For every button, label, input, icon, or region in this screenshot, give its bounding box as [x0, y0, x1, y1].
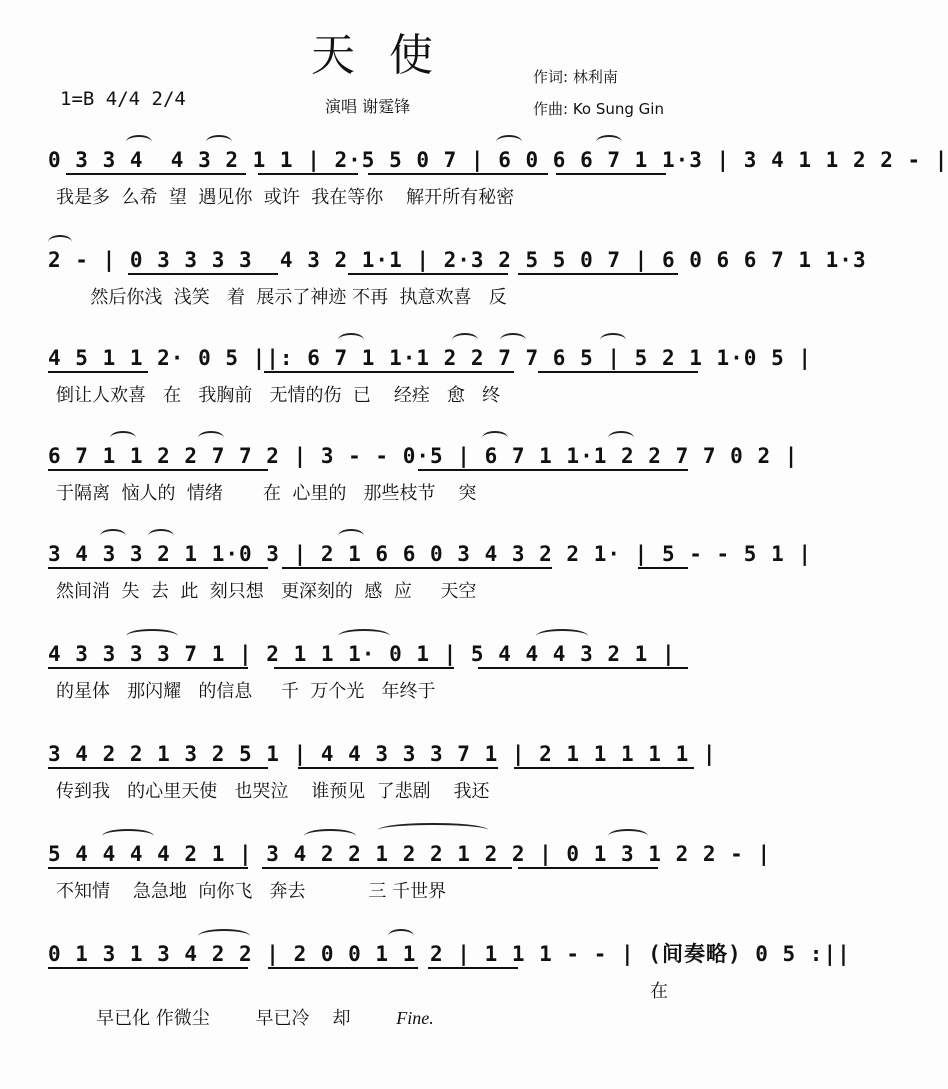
beat-underline: [518, 273, 678, 275]
slur-mark: [126, 629, 178, 643]
lyric-line: [56, 979, 668, 1058]
slur-mark: [500, 333, 526, 347]
notation-line: 4 5 1 1 2· 0 5 ||: 6 7 1 1·1 2 2 7 7 6 5 | 5 2 1 1·0 5 |: [48, 346, 813, 370]
slur-mark: [198, 929, 250, 943]
notation-line: 3 4 2 2 1 3 2 5 1 | 4 4 3 3 3 7 1 | 2 1 1 1 1 1 |: [48, 742, 717, 766]
beat-underline: [264, 371, 514, 373]
beat-underline: [638, 567, 688, 569]
composer-credit: 作曲: Ko Sung Gin: [533, 100, 664, 118]
slur-mark: [148, 529, 174, 543]
slur-mark: [536, 629, 588, 643]
beat-underline: [66, 173, 246, 175]
beat-underline: [48, 469, 268, 471]
key-signature: 1=B 4/4 2/4: [60, 88, 186, 110]
beat-underline: [128, 273, 278, 275]
fine-marking: Fine.: [396, 1008, 434, 1028]
beat-underline: [274, 667, 454, 669]
slur-mark: [600, 333, 626, 347]
beat-underline: [258, 173, 358, 175]
beat-underline: [262, 867, 512, 869]
lyric-text: 早已化 作微尘 早已冷 却: [90, 1008, 397, 1029]
slur-mark: [48, 235, 72, 249]
slur-mark: [378, 823, 488, 837]
slur-mark: [338, 529, 364, 543]
slur-mark: [608, 829, 648, 843]
beat-underline: [418, 469, 688, 471]
beat-underline: [518, 867, 658, 869]
slur-mark: [596, 135, 622, 149]
lyric-line: 于隔离 恼人的 情绪 在 心里的 那些枝节 突: [56, 483, 477, 504]
notation-line: 4 3 3 3 3 7 1 | 2 1 1 1· 0 1 | 5 4 4 4 3 2 1 |: [48, 642, 676, 666]
slur-mark: [304, 829, 356, 843]
singer-credit: 演唱 谢霆锋: [325, 97, 411, 116]
beat-underline: [428, 967, 518, 969]
slur-mark: [110, 431, 136, 445]
slur-mark: [338, 629, 390, 643]
slur-mark: [338, 333, 364, 347]
beat-underline: [556, 173, 666, 175]
notation-line: 0 1 3 1 3 4 2 2 | 2 0 0 1 1 2 | 1 1 1 - - | (间奏略) 0 5 :||: [48, 942, 851, 966]
pickup-lyric: 在: [650, 981, 668, 1002]
lyric-line: 倒让人欢喜 在 我胸前 无情的伤 已 经痊 愈 终: [56, 385, 501, 406]
lyric-line: 然间消 失 去 此 刻只想 更深刻的 感 应 天空: [56, 581, 477, 602]
slur-mark: [482, 431, 508, 445]
slur-mark: [452, 333, 478, 347]
beat-underline: [478, 667, 688, 669]
slur-mark: [100, 529, 126, 543]
lyricist-credit: 作词: 林利南: [533, 68, 618, 86]
notation-line: 3 4 3 3 2 1 1·0 3 | 2 1 6 6 0 3 4 3 2 2 1· | 5 - - 5 1 |: [48, 542, 813, 566]
slur-mark: [608, 431, 634, 445]
slur-mark: [198, 431, 224, 445]
beat-underline: [48, 867, 248, 869]
beat-underline: [48, 567, 268, 569]
notation-line: 6 7 1 1 2 2 7 7 2 | 3 - - 0·5 | 6 7 1 1·1 2 2 7 7 0 2 |: [48, 444, 799, 468]
slur-mark: [206, 135, 232, 149]
notation-line: 2 - | 0 3 3 3 3 4 3 2 1·1 | 2·3 2 5 5 0 7 | 6 0 6 6 7 1 1·3: [48, 248, 867, 272]
lyric-line: 的星体 那闪耀 的信息 千 万个光 年终于: [56, 681, 436, 702]
lyric-line: 我是多 么希 望 遇见你 或许 我在等你 解开所有秘密: [56, 187, 515, 208]
slur-mark: [126, 135, 152, 149]
beat-underline: [282, 567, 552, 569]
beat-underline: [298, 767, 498, 769]
beat-underline: [268, 967, 418, 969]
beat-underline: [538, 371, 698, 373]
lyric-line: 然后你浅 浅笑 着 展示了神迹 不再 执意欢喜 反: [56, 287, 507, 308]
lyric-line: 传到我 的心里天使 也哭泣 谁预见 了悲剧 我还: [56, 781, 490, 802]
beat-underline: [48, 967, 248, 969]
beat-underline: [514, 767, 694, 769]
notation-line: 0 3 3 4 4 3 2 1 1 | 2·5 5 0 7 | 6 0 6 6 7 1 1·3 | 3 4 1 1 2 2 - |: [48, 148, 948, 172]
slur-mark: [102, 829, 154, 843]
lyric-line: 不知情 急急地 向你飞 奔去 三 千世界: [56, 881, 447, 902]
song-title: 天 使: [311, 30, 443, 81]
slur-mark: [496, 135, 522, 149]
beat-underline: [48, 371, 148, 373]
beat-underline: [48, 767, 268, 769]
beat-underline: [368, 173, 548, 175]
notation-line: 5 4 4 4 4 2 1 | 3 4 2 2 1 2 2 1 2 2 | 0 1 3 1 2 2 - |: [48, 842, 772, 866]
beat-underline: [348, 273, 508, 275]
slur-mark: [388, 929, 414, 943]
beat-underline: [48, 667, 248, 669]
